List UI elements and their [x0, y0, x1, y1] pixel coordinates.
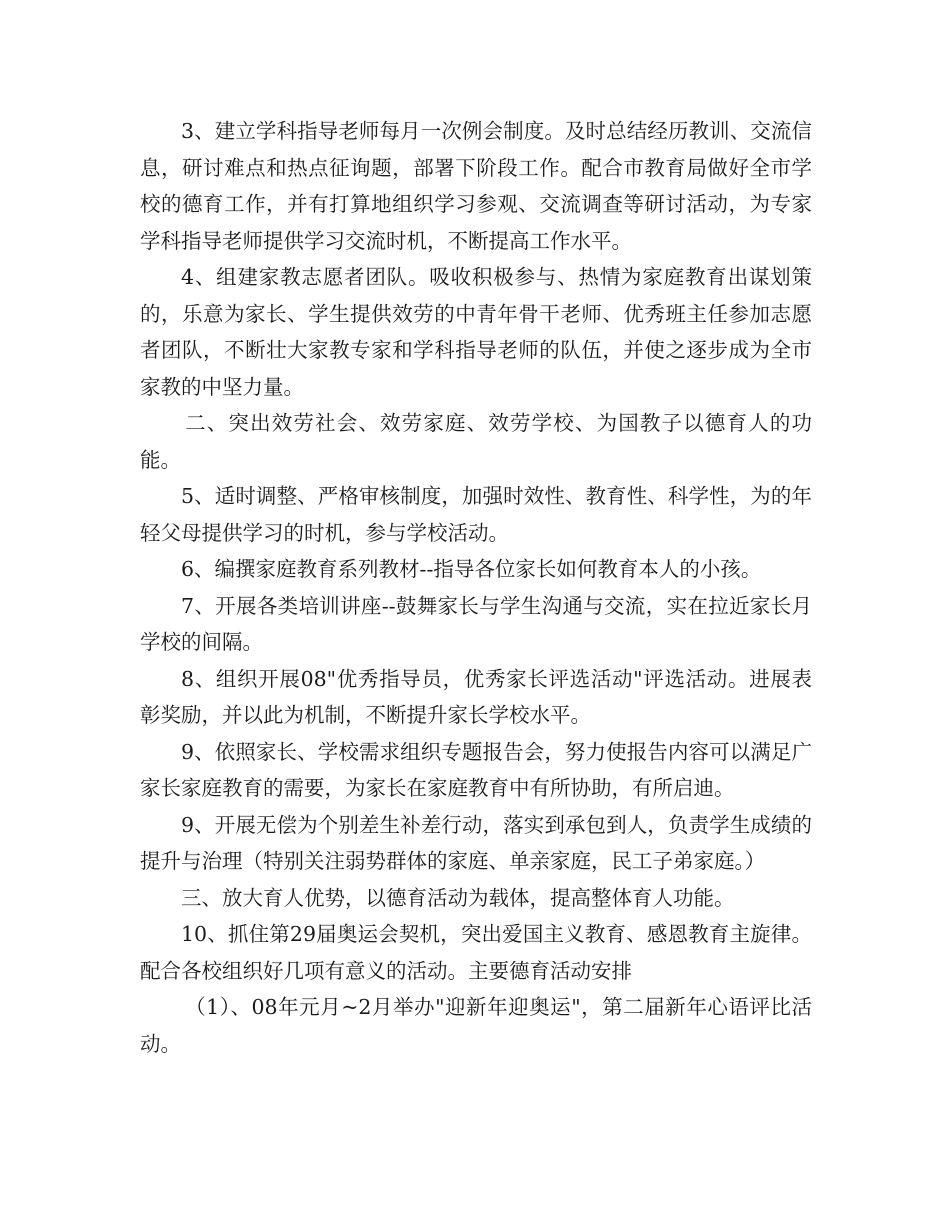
paragraph-item-5: 5、适时调整、严格审核制度，加强时效性、教育性、科学性，为的年轻父母提供学习的时机，参与学校活动。	[140, 484, 812, 545]
paragraph-item-9b: 9、开展无偿为个别差生补差行动，落实到承包到人，负责学生成绩的提升与治理（特别关注弱势群体的家庭、单亲家庭，民工子弟家庭。）	[140, 812, 812, 873]
section-heading-2: 二、突出效劳社会、效劳家庭、效劳学校、为国教子以德育人的功能。	[140, 411, 812, 472]
paragraph-item-8: 8、组织开展08"优秀指导员，优秀家长评选活动"评选活动。进展表彰奖励，并以此为机制，不断提升家长学校水平。	[140, 666, 812, 727]
paragraph-item-9a: 9、依照家长、学校需求组织专题报告会，努力使报告内容可以满足广家长家庭教育的需要，为家长在家庭教育中有所协助，有所启迪。	[140, 739, 812, 800]
section-heading-3: 三、放大育人优势，以德育活动为载体，提高整体育人功能。	[181, 885, 735, 910]
paragraph-item-4: 4、组建家教志愿者团队。吸收积极参与、热情为家庭教育出谋划策的，乐意为家长、学生提供效劳的中青年骨干老师、优秀班主任参加志愿者团队，不断壮大家教专家和学科指导老师的队伍，并使之逐步成为全市家教的中坚力量。	[140, 265, 812, 399]
paragraph-item-3: 3、建立学科指导老师每月一次例会制度。及时总结经历教训、交流信息，研讨难点和热点征询题，部署下阶段工作。配合市教育局做好全市学校的德育工作，并有打算地组织学习参观、交流调查等研讨活动，为专家学科指导老师提供学习交流时机，不断提高工作水平。	[140, 119, 812, 253]
document-body	[140, 113, 812, 1062]
paragraph-item-10: 10、抓住第29届奥运会契机，突出爱国主义教育、感恩教育主旋律。配合各校组织好几项有意义的活动。主要德育活动安排	[140, 922, 812, 983]
paragraph-item-6: 6、编撰家庭教育系列教材--指导各位家长如何教育本人的小孩。	[181, 557, 762, 581]
paragraph-subitem-1: （1）、08年元月~2月举办"迎新年迎奥运"，第二届新年心语评比活动。	[140, 995, 812, 1056]
paragraph-item-7: 7、开展各类培训讲座--鼓舞家长与学生沟通与交流，实在拉近家长月学校的间隔。	[140, 593, 812, 654]
